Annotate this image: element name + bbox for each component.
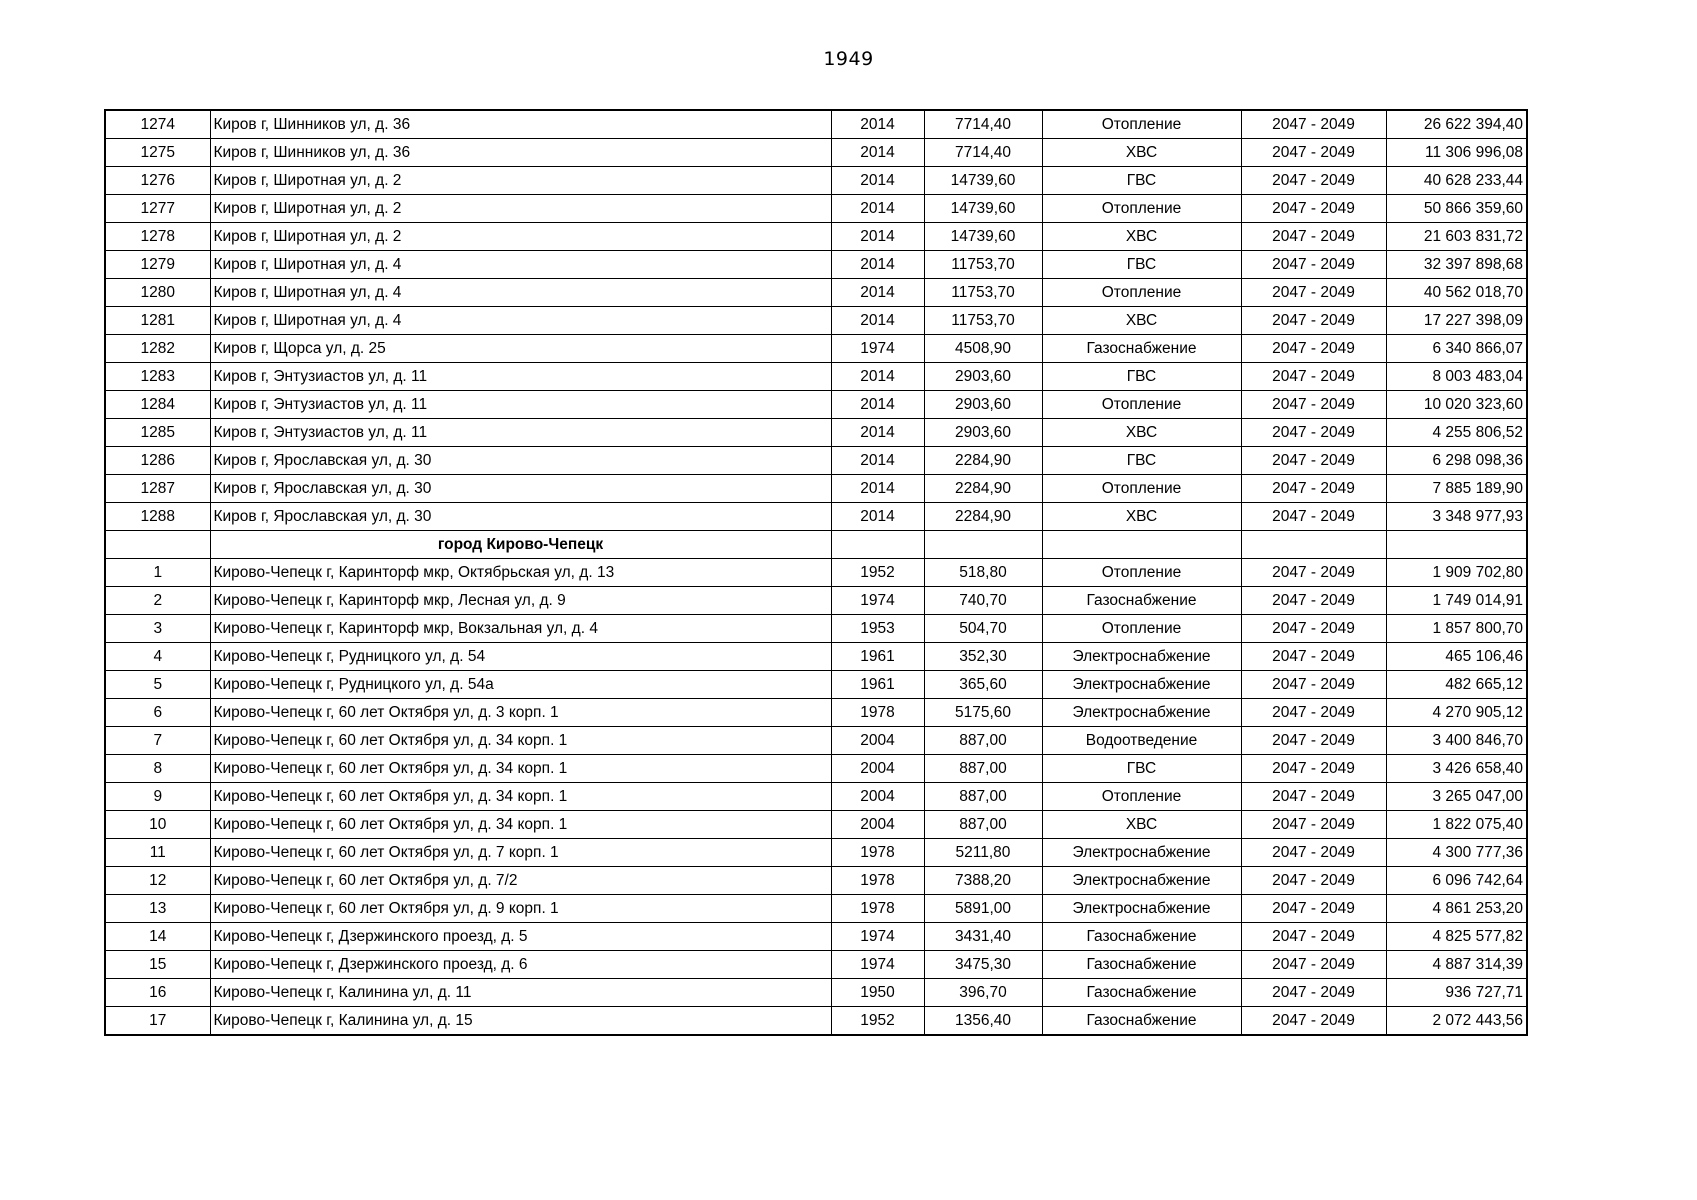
- service-type-cell: Электроснабжение: [1042, 671, 1241, 699]
- address-cell: Киров г, Ярославская ул, д. 30: [210, 503, 831, 531]
- empty-cell: [1241, 531, 1386, 559]
- address-cell: Кирово-Чепецк г, 60 лет Октября ул, д. 34 корп. 1: [210, 811, 831, 839]
- cost-cell: 465 106,46: [1386, 643, 1527, 671]
- table-row: [105, 923, 1527, 951]
- period-cell: 2047 - 2049: [1241, 727, 1386, 755]
- cost-cell: 21 603 831,72: [1386, 223, 1527, 251]
- table-body: [105, 110, 1527, 1035]
- section-title: город Кирово-Чепецк: [210, 531, 831, 559]
- service-type-cell: Электроснабжение: [1042, 643, 1241, 671]
- year-cell: 2014: [831, 391, 924, 419]
- period-cell: 2047 - 2049: [1241, 895, 1386, 923]
- address-cell: Киров г, Ярославская ул, д. 30: [210, 475, 831, 503]
- service-type-cell: Газоснабжение: [1042, 335, 1241, 363]
- year-cell: 2014: [831, 251, 924, 279]
- service-type-cell: ХВС: [1042, 811, 1241, 839]
- year-cell: 1974: [831, 335, 924, 363]
- period-cell: 2047 - 2049: [1241, 839, 1386, 867]
- service-type-cell: Отопление: [1042, 615, 1241, 643]
- row-number-cell: 10: [105, 811, 210, 839]
- table-row: [105, 223, 1527, 251]
- cost-cell: 3 426 658,40: [1386, 755, 1527, 783]
- row-number-cell: 1277: [105, 195, 210, 223]
- period-cell: 2047 - 2049: [1241, 363, 1386, 391]
- cost-cell: 4 270 905,12: [1386, 699, 1527, 727]
- table-row: [105, 615, 1527, 643]
- cost-cell: 40 562 018,70: [1386, 279, 1527, 307]
- service-type-cell: ХВС: [1042, 307, 1241, 335]
- area-cell: 14739,60: [924, 167, 1042, 195]
- year-cell: 2014: [831, 110, 924, 139]
- year-cell: 2014: [831, 363, 924, 391]
- row-number-cell: 1282: [105, 335, 210, 363]
- area-cell: 518,80: [924, 559, 1042, 587]
- area-cell: 11753,70: [924, 307, 1042, 335]
- area-cell: 14739,60: [924, 195, 1042, 223]
- area-cell: 2903,60: [924, 363, 1042, 391]
- area-cell: 14739,60: [924, 223, 1042, 251]
- cost-cell: 4 861 253,20: [1386, 895, 1527, 923]
- area-cell: 7714,40: [924, 110, 1042, 139]
- cost-cell: 4 300 777,36: [1386, 839, 1527, 867]
- area-cell: 740,70: [924, 587, 1042, 615]
- cost-cell: 1 857 800,70: [1386, 615, 1527, 643]
- address-cell: Киров г, Шинников ул, д. 36: [210, 110, 831, 139]
- address-cell: Киров г, Ярославская ул, д. 30: [210, 447, 831, 475]
- period-cell: 2047 - 2049: [1241, 671, 1386, 699]
- row-number-cell: 6: [105, 699, 210, 727]
- period-cell: 2047 - 2049: [1241, 110, 1386, 139]
- period-cell: 2047 - 2049: [1241, 223, 1386, 251]
- cost-cell: 50 866 359,60: [1386, 195, 1527, 223]
- service-type-cell: Газоснабжение: [1042, 979, 1241, 1007]
- period-cell: 2047 - 2049: [1241, 867, 1386, 895]
- empty-cell: [924, 531, 1042, 559]
- service-type-cell: Газоснабжение: [1042, 951, 1241, 979]
- table-row: [105, 363, 1527, 391]
- address-cell: Киров г, Энтузиастов ул, д. 11: [210, 419, 831, 447]
- address-cell: Кирово-Чепецк г, Рудницкого ул, д. 54: [210, 643, 831, 671]
- period-cell: 2047 - 2049: [1241, 811, 1386, 839]
- address-cell: Кирово-Чепецк г, Дзержинского проезд, д. 5: [210, 923, 831, 951]
- row-number-cell: 12: [105, 867, 210, 895]
- table-row: [105, 867, 1527, 895]
- period-cell: 2047 - 2049: [1241, 335, 1386, 363]
- year-cell: 2004: [831, 727, 924, 755]
- row-number-cell: 1285: [105, 419, 210, 447]
- table-row: [105, 671, 1527, 699]
- year-cell: 1974: [831, 587, 924, 615]
- address-cell: Кирово-Чепецк г, Дзержинского проезд, д. 6: [210, 951, 831, 979]
- row-number-cell: 7: [105, 727, 210, 755]
- section-header-row: [105, 531, 1527, 559]
- service-type-cell: Водоотведение: [1042, 727, 1241, 755]
- area-cell: 7714,40: [924, 139, 1042, 167]
- area-cell: 5211,80: [924, 839, 1042, 867]
- year-cell: 1978: [831, 699, 924, 727]
- service-type-cell: Электроснабжение: [1042, 839, 1241, 867]
- table-row: [105, 587, 1527, 615]
- cost-cell: 482 665,12: [1386, 671, 1527, 699]
- service-type-cell: ХВС: [1042, 419, 1241, 447]
- cost-cell: 6 096 742,64: [1386, 867, 1527, 895]
- table-row: [105, 1007, 1527, 1036]
- cost-cell: 26 622 394,40: [1386, 110, 1527, 139]
- table-row: [105, 979, 1527, 1007]
- period-cell: 2047 - 2049: [1241, 447, 1386, 475]
- table-row: [105, 195, 1527, 223]
- table-row: [105, 279, 1527, 307]
- service-type-cell: ХВС: [1042, 139, 1241, 167]
- empty-cell: [1386, 531, 1527, 559]
- period-cell: 2047 - 2049: [1241, 279, 1386, 307]
- area-cell: 2284,90: [924, 475, 1042, 503]
- area-cell: 3475,30: [924, 951, 1042, 979]
- address-cell: Кирово-Чепецк г, 60 лет Октября ул, д. 7 корп. 1: [210, 839, 831, 867]
- service-type-cell: Отопление: [1042, 279, 1241, 307]
- period-cell: 2047 - 2049: [1241, 391, 1386, 419]
- address-cell: Киров г, Щорса ул, д. 25: [210, 335, 831, 363]
- row-number-cell: 1280: [105, 279, 210, 307]
- address-cell: Кирово-Чепецк г, 60 лет Октября ул, д. 9 корп. 1: [210, 895, 831, 923]
- row-number-cell: 2: [105, 587, 210, 615]
- area-cell: 2903,60: [924, 419, 1042, 447]
- table-row: [105, 643, 1527, 671]
- year-cell: 1961: [831, 643, 924, 671]
- row-number-cell: 1275: [105, 139, 210, 167]
- table-row: [105, 699, 1527, 727]
- area-cell: 11753,70: [924, 279, 1042, 307]
- service-type-cell: ГВС: [1042, 447, 1241, 475]
- period-cell: 2047 - 2049: [1241, 1007, 1386, 1036]
- address-cell: Кирово-Чепецк г, Калинина ул, д. 11: [210, 979, 831, 1007]
- table-row: [105, 419, 1527, 447]
- area-cell: 1356,40: [924, 1007, 1042, 1036]
- row-number-cell: 9: [105, 783, 210, 811]
- service-type-cell: Отопление: [1042, 110, 1241, 139]
- year-cell: 1950: [831, 979, 924, 1007]
- period-cell: 2047 - 2049: [1241, 307, 1386, 335]
- row-number-cell: 3: [105, 615, 210, 643]
- table-row: [105, 335, 1527, 363]
- row-number-cell: 13: [105, 895, 210, 923]
- area-cell: 504,70: [924, 615, 1042, 643]
- table-row: [105, 475, 1527, 503]
- year-cell: 2014: [831, 503, 924, 531]
- cost-cell: 4 887 314,39: [1386, 951, 1527, 979]
- area-cell: 5891,00: [924, 895, 1042, 923]
- year-cell: 1974: [831, 951, 924, 979]
- area-cell: 887,00: [924, 727, 1042, 755]
- cost-cell: 2 072 443,56: [1386, 1007, 1527, 1036]
- service-type-cell: Газоснабжение: [1042, 923, 1241, 951]
- area-cell: 887,00: [924, 811, 1042, 839]
- row-number-cell: 5: [105, 671, 210, 699]
- period-cell: 2047 - 2049: [1241, 559, 1386, 587]
- address-cell: Кирово-Чепецк г, Калинина ул, д. 15: [210, 1007, 831, 1036]
- row-number-cell: 15: [105, 951, 210, 979]
- address-cell: Киров г, Широтная ул, д. 4: [210, 251, 831, 279]
- period-cell: 2047 - 2049: [1241, 783, 1386, 811]
- area-cell: 4508,90: [924, 335, 1042, 363]
- area-cell: 365,60: [924, 671, 1042, 699]
- table-row: [105, 951, 1527, 979]
- row-number-cell: 11: [105, 839, 210, 867]
- area-cell: 5175,60: [924, 699, 1042, 727]
- year-cell: 2004: [831, 811, 924, 839]
- area-cell: 2284,90: [924, 447, 1042, 475]
- address-cell: Киров г, Широтная ул, д. 2: [210, 167, 831, 195]
- address-cell: Кирово-Чепецк г, 60 лет Октября ул, д. 3 корп. 1: [210, 699, 831, 727]
- service-type-cell: ГВС: [1042, 167, 1241, 195]
- table-row: [105, 727, 1527, 755]
- cost-cell: 1 822 075,40: [1386, 811, 1527, 839]
- period-cell: 2047 - 2049: [1241, 139, 1386, 167]
- year-cell: 2014: [831, 139, 924, 167]
- area-cell: 3431,40: [924, 923, 1042, 951]
- period-cell: 2047 - 2049: [1241, 475, 1386, 503]
- address-cell: Киров г, Энтузиастов ул, д. 11: [210, 391, 831, 419]
- service-type-cell: Газоснабжение: [1042, 587, 1241, 615]
- year-cell: 2014: [831, 279, 924, 307]
- year-cell: 2004: [831, 755, 924, 783]
- year-cell: 1961: [831, 671, 924, 699]
- period-cell: 2047 - 2049: [1241, 699, 1386, 727]
- row-number-cell: 1283: [105, 363, 210, 391]
- table-row: [105, 503, 1527, 531]
- cost-cell: 40 628 233,44: [1386, 167, 1527, 195]
- period-cell: 2047 - 2049: [1241, 503, 1386, 531]
- cost-cell: 6 340 866,07: [1386, 335, 1527, 363]
- year-cell: 1952: [831, 1007, 924, 1036]
- service-type-cell: ГВС: [1042, 755, 1241, 783]
- cost-cell: 6 298 098,36: [1386, 447, 1527, 475]
- address-cell: Киров г, Широтная ул, д. 4: [210, 307, 831, 335]
- year-cell: 1953: [831, 615, 924, 643]
- period-cell: 2047 - 2049: [1241, 923, 1386, 951]
- row-number-cell: 1287: [105, 475, 210, 503]
- year-cell: 2004: [831, 783, 924, 811]
- cost-cell: 1 909 702,80: [1386, 559, 1527, 587]
- service-type-cell: Электроснабжение: [1042, 699, 1241, 727]
- row-number-cell: 1276: [105, 167, 210, 195]
- repair-schedule-table: [104, 109, 1528, 1036]
- row-number-cell: 1284: [105, 391, 210, 419]
- cost-cell: 32 397 898,68: [1386, 251, 1527, 279]
- period-cell: 2047 - 2049: [1241, 979, 1386, 1007]
- service-type-cell: Отопление: [1042, 391, 1241, 419]
- cost-cell: 1 749 014,91: [1386, 587, 1527, 615]
- service-type-cell: Газоснабжение: [1042, 1007, 1241, 1036]
- table-row: [105, 251, 1527, 279]
- address-cell: Киров г, Широтная ул, д. 4: [210, 279, 831, 307]
- year-cell: 1952: [831, 559, 924, 587]
- period-cell: 2047 - 2049: [1241, 587, 1386, 615]
- row-number-cell: 1: [105, 559, 210, 587]
- table-row: [105, 307, 1527, 335]
- year-cell: 1978: [831, 895, 924, 923]
- year-cell: 2014: [831, 223, 924, 251]
- service-type-cell: Отопление: [1042, 475, 1241, 503]
- address-cell: Кирово-Чепецк г, Каринторф мкр, Вокзальная ул, д. 4: [210, 615, 831, 643]
- table-row: [105, 110, 1527, 139]
- year-cell: 1978: [831, 839, 924, 867]
- cost-cell: 3 400 846,70: [1386, 727, 1527, 755]
- address-cell: Киров г, Широтная ул, д. 2: [210, 223, 831, 251]
- year-cell: 2014: [831, 447, 924, 475]
- address-cell: Киров г, Шинников ул, д. 36: [210, 139, 831, 167]
- period-cell: 2047 - 2049: [1241, 419, 1386, 447]
- cost-cell: 7 885 189,90: [1386, 475, 1527, 503]
- year-cell: 2014: [831, 167, 924, 195]
- cost-cell: 4 825 577,82: [1386, 923, 1527, 951]
- row-number-cell: 14: [105, 923, 210, 951]
- area-cell: 7388,20: [924, 867, 1042, 895]
- row-number-cell: 1288: [105, 503, 210, 531]
- address-cell: Кирово-Чепецк г, Каринторф мкр, Октябрьская ул, д. 13: [210, 559, 831, 587]
- year-cell: 2014: [831, 475, 924, 503]
- area-cell: 11753,70: [924, 251, 1042, 279]
- address-cell: Кирово-Чепецк г, 60 лет Октября ул, д. 34 корп. 1: [210, 727, 831, 755]
- row-number-cell: 1274: [105, 110, 210, 139]
- area-cell: 396,70: [924, 979, 1042, 1007]
- table-row: [105, 895, 1527, 923]
- service-type-cell: ГВС: [1042, 251, 1241, 279]
- area-cell: 2284,90: [924, 503, 1042, 531]
- empty-cell: [831, 531, 924, 559]
- row-number-cell: 4: [105, 643, 210, 671]
- cost-cell: 11 306 996,08: [1386, 139, 1527, 167]
- period-cell: 2047 - 2049: [1241, 643, 1386, 671]
- address-cell: Кирово-Чепецк г, 60 лет Октября ул, д. 34 корп. 1: [210, 783, 831, 811]
- service-type-cell: Отопление: [1042, 559, 1241, 587]
- cost-cell: 3 348 977,93: [1386, 503, 1527, 531]
- table-row: [105, 783, 1527, 811]
- row-number-cell: 1278: [105, 223, 210, 251]
- address-cell: Кирово-Чепецк г, Рудницкого ул, д. 54а: [210, 671, 831, 699]
- row-number-cell: 1286: [105, 447, 210, 475]
- row-number-cell: 16: [105, 979, 210, 1007]
- table-row: [105, 839, 1527, 867]
- service-type-cell: Электроснабжение: [1042, 867, 1241, 895]
- year-cell: 1978: [831, 867, 924, 895]
- page-number: 1949: [823, 48, 874, 70]
- empty-cell: [105, 531, 210, 559]
- address-cell: Киров г, Широтная ул, д. 2: [210, 195, 831, 223]
- year-cell: 2014: [831, 195, 924, 223]
- cost-cell: 10 020 323,60: [1386, 391, 1527, 419]
- year-cell: 2014: [831, 419, 924, 447]
- cost-cell: 936 727,71: [1386, 979, 1527, 1007]
- area-cell: 2903,60: [924, 391, 1042, 419]
- table-row: [105, 167, 1527, 195]
- service-type-cell: ХВС: [1042, 503, 1241, 531]
- area-cell: 887,00: [924, 783, 1042, 811]
- address-cell: Киров г, Энтузиастов ул, д. 11: [210, 363, 831, 391]
- service-type-cell: ХВС: [1042, 223, 1241, 251]
- table-row: [105, 447, 1527, 475]
- service-type-cell: ГВС: [1042, 363, 1241, 391]
- service-type-cell: Электроснабжение: [1042, 895, 1241, 923]
- address-cell: Кирово-Чепецк г, 60 лет Октября ул, д. 7/2: [210, 867, 831, 895]
- table-row: [105, 811, 1527, 839]
- period-cell: 2047 - 2049: [1241, 195, 1386, 223]
- period-cell: 2047 - 2049: [1241, 615, 1386, 643]
- period-cell: 2047 - 2049: [1241, 951, 1386, 979]
- table-row: [105, 139, 1527, 167]
- service-type-cell: Отопление: [1042, 783, 1241, 811]
- year-cell: 2014: [831, 307, 924, 335]
- period-cell: 2047 - 2049: [1241, 167, 1386, 195]
- empty-cell: [1042, 531, 1241, 559]
- period-cell: 2047 - 2049: [1241, 755, 1386, 783]
- row-number-cell: 8: [105, 755, 210, 783]
- cost-cell: 4 255 806,52: [1386, 419, 1527, 447]
- table-row: [105, 391, 1527, 419]
- address-cell: Кирово-Чепецк г, Каринторф мкр, Лесная ул, д. 9: [210, 587, 831, 615]
- area-cell: 352,30: [924, 643, 1042, 671]
- row-number-cell: 1281: [105, 307, 210, 335]
- row-number-cell: 1279: [105, 251, 210, 279]
- table-row: [105, 755, 1527, 783]
- cost-cell: 3 265 047,00: [1386, 783, 1527, 811]
- table-row: [105, 559, 1527, 587]
- period-cell: 2047 - 2049: [1241, 251, 1386, 279]
- area-cell: 887,00: [924, 755, 1042, 783]
- cost-cell: 8 003 483,04: [1386, 363, 1527, 391]
- row-number-cell: 17: [105, 1007, 210, 1036]
- address-cell: Кирово-Чепецк г, 60 лет Октября ул, д. 34 корп. 1: [210, 755, 831, 783]
- cost-cell: 17 227 398,09: [1386, 307, 1527, 335]
- year-cell: 1974: [831, 923, 924, 951]
- service-type-cell: Отопление: [1042, 195, 1241, 223]
